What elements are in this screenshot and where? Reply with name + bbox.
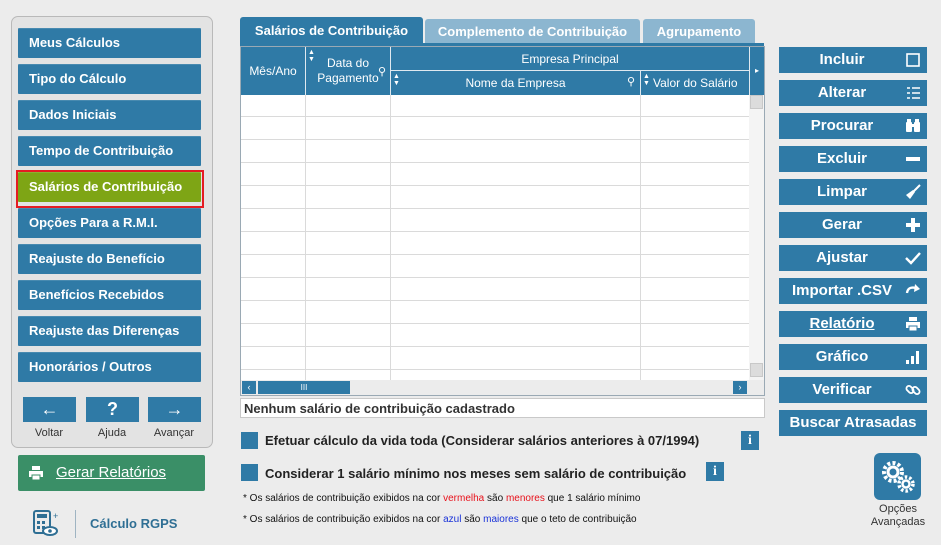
vertical-scrollbar[interactable] <box>749 95 764 380</box>
sort-arrows-icon: ▲ ▼ <box>308 49 315 63</box>
sidebar-item-tipo-do-calculo[interactable]: Tipo do Cálculo <box>18 64 201 94</box>
printer-icon <box>905 316 921 332</box>
company-name-header-label: Nome da Empresa <box>465 76 566 90</box>
arrow-right-icon: → <box>165 399 184 419</box>
payment-date-line-2: Pagamento <box>317 71 379 85</box>
import-csv-button[interactable] <box>779 278 927 304</box>
sort-arrows-icon: ▲ ▼ <box>643 73 650 87</box>
link-icon <box>905 382 921 398</box>
search-label: Procurar <box>810 117 874 134</box>
chart-button[interactable] <box>779 344 927 370</box>
tab-salarios-de-contribuicao[interactable]: Salários de Contribuição <box>240 17 423 43</box>
column-header-salary-value[interactable] <box>641 71 749 95</box>
report-label: Relatório <box>809 315 875 332</box>
advanced-options-label: Opções Avançadas <box>870 503 926 528</box>
generate-reports-label: Gerar Relatórios <box>56 464 167 481</box>
whole-life-checkbox[interactable] <box>241 432 258 449</box>
verify-label: Verificar <box>812 381 872 398</box>
header-scroll-right-icon[interactable]: ▸ <box>750 47 764 95</box>
column-group-empresa-principal: Empresa Principal <box>391 47 749 70</box>
sidebar-item-tempo-de-contribuicao[interactable]: Tempo de Contribuição <box>18 136 201 166</box>
column-header-company-name[interactable] <box>391 71 640 95</box>
salaries-grid[interactable] <box>240 46 765 396</box>
generate-button[interactable] <box>779 212 927 238</box>
back-button[interactable] <box>23 397 76 422</box>
sidebar-item-honorarios-outros[interactable]: Honorários / Outros <box>18 352 201 382</box>
forward-button[interactable] <box>148 397 201 422</box>
sort-arrows-icon: ▲ ▼ <box>393 73 400 87</box>
active-item-highlight <box>16 170 204 208</box>
delete-label: Excluir <box>816 150 868 167</box>
tab-complemento-de-contribuicao[interactable]: Complemento de Contribuição <box>425 19 640 43</box>
fetch-arrears-button[interactable] <box>779 410 927 436</box>
svg-text:+: + <box>53 511 59 521</box>
brand-footer <box>0 503 215 545</box>
brand-divider <box>75 510 76 538</box>
tab-agrupamento[interactable]: Agrupamento <box>643 19 755 43</box>
fetch-arrears-label: Buscar Atrasadas <box>789 414 917 431</box>
gears-icon <box>874 453 921 500</box>
sidebar-item-salarios-de-contribuicao[interactable]: Salários de Contribuição <box>18 172 201 202</box>
binoculars-icon <box>905 118 921 134</box>
scroll-left-button[interactable]: ‹ <box>242 381 256 394</box>
min-salary-label[interactable]: Considerar 1 salário mínimo nos meses sem salário de contribuição <box>265 466 687 481</box>
redo-icon <box>905 283 921 299</box>
verify-button[interactable] <box>779 377 927 403</box>
calculator-logo-icon <box>33 510 59 543</box>
whole-life-info-icon[interactable]: i <box>741 431 759 450</box>
adjust-label: Ajustar <box>816 249 868 266</box>
generate-reports-button[interactable] <box>18 455 205 491</box>
sidebar-item-opcoes-rmi[interactable]: Opções Para a R.M.I. <box>18 208 201 238</box>
advanced-options-button[interactable] <box>874 453 921 500</box>
arrow-left-icon: ← <box>40 399 59 419</box>
sidebar-item-dados-iniciais[interactable]: Dados Iniciais <box>18 100 201 130</box>
sidebar-item-meus-calculos[interactable]: Meus Cálculos <box>18 28 201 58</box>
help-label: Ajuda <box>97 427 127 439</box>
horizontal-scrollbar[interactable] <box>241 380 764 395</box>
min-salary-info-icon[interactable]: i <box>706 462 724 481</box>
check-icon <box>905 250 921 266</box>
grid-status-text: Nenhum salário de contribuição cadastrado <box>240 398 765 418</box>
back-label: Voltar <box>34 427 64 439</box>
sidebar-item-reajuste-diferencas[interactable]: Reajuste das Diferenças <box>18 316 201 346</box>
sidebar-item-beneficios-recebidos[interactable]: Benefícios Recebidos <box>18 280 201 310</box>
printer-icon <box>29 466 43 484</box>
whole-life-label[interactable]: Efetuar cálculo da vida toda (Considerar salários anteriores à 07/1994) <box>265 433 700 448</box>
search-icon[interactable]: ⚲ <box>378 66 387 78</box>
column-header-payment-date[interactable] <box>306 47 390 95</box>
report-button[interactable] <box>779 311 927 337</box>
minus-icon <box>905 151 921 167</box>
column-header-month-year[interactable] <box>241 47 305 95</box>
brand-name: Cálculo RGPS <box>90 516 178 531</box>
salary-value-header-label: Valor do Salário <box>653 76 738 90</box>
import-csv-label: Importar .CSV <box>791 282 893 299</box>
edit-label: Alterar <box>817 84 867 101</box>
clear-button[interactable] <box>779 179 927 205</box>
month-year-header-label: Mês/Ano <box>249 64 297 78</box>
sidebar-item-reajuste-beneficio[interactable]: Reajuste do Benefício <box>18 244 201 274</box>
question-icon: ? <box>107 399 118 419</box>
min-salary-checkbox[interactable] <box>241 464 258 481</box>
adjust-button[interactable] <box>779 245 927 271</box>
generate-label: Gerar <box>821 216 863 233</box>
include-button[interactable] <box>779 47 927 73</box>
square-icon <box>905 52 921 68</box>
list-edit-icon <box>905 85 921 101</box>
scroll-up-button[interactable] <box>750 95 763 109</box>
bar-chart-icon <box>905 349 921 365</box>
payment-date-line-1: Data do <box>326 56 370 70</box>
broom-icon <box>905 184 921 200</box>
plus-icon <box>905 217 921 233</box>
scroll-right-button[interactable]: › <box>733 381 747 394</box>
scroll-down-button[interactable] <box>750 363 763 377</box>
forward-label: Avançar <box>153 427 195 439</box>
include-label: Incluir <box>819 51 865 68</box>
clear-label: Limpar <box>816 183 867 200</box>
horizontal-scroll-thumb[interactable]: III <box>258 381 350 394</box>
search-icon[interactable]: ⚲ <box>627 76 636 88</box>
help-button[interactable] <box>86 397 139 422</box>
legend-note-red: * Os salários de contribuição exibidos na cor vermelha são menores que 1 salário mínimo <box>243 493 641 504</box>
legend-note-blue: * Os salários de contribuição exibidos na cor azul são maiores que o teto de contribuição <box>243 514 637 525</box>
search-button[interactable] <box>779 113 927 139</box>
edit-button[interactable] <box>779 80 927 106</box>
delete-button[interactable] <box>779 146 927 172</box>
chart-label: Gráfico <box>815 348 869 365</box>
